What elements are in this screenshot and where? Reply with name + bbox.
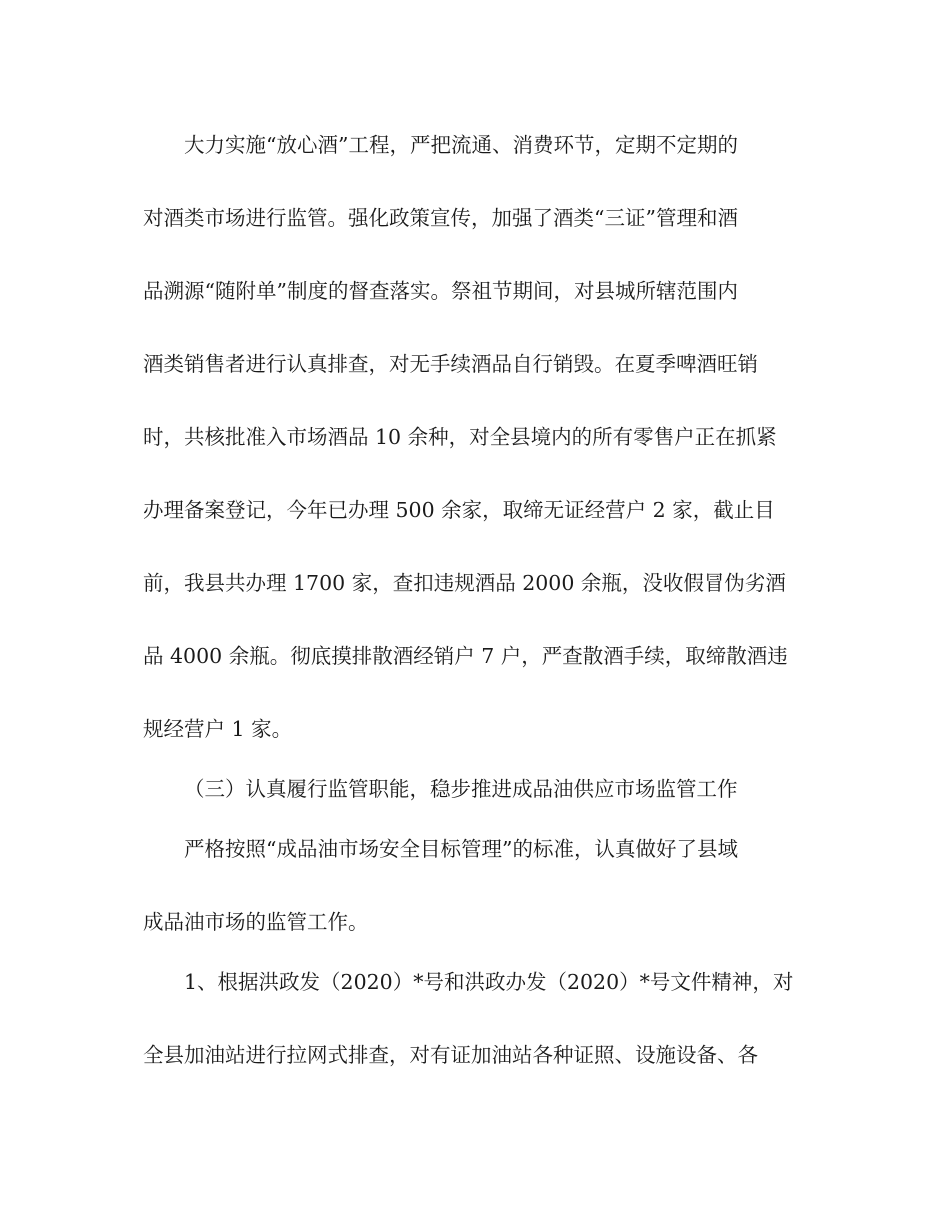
section-heading: （三）认真履行监管职能，稳步推进成品油供应市场监管工作 xyxy=(184,777,738,801)
paragraph-line: 全县加油站进行拉网式排查，对有证加油站各种证照、设施设备、各 xyxy=(143,1043,758,1067)
paragraph-line: 酒类销售者进行认真排查，对无手续酒品自行销毁。在夏季啤酒旺销 xyxy=(143,352,758,376)
paragraph-line: 时，共核批准入市场酒品 10 余种，对全县境内的所有零售户正在抓紧 xyxy=(143,425,777,449)
paragraph-line: 大力实施“放心酒”工程，严把流通、消费环节，定期不定期的 xyxy=(184,133,738,157)
paragraph-line: 前，我县共办理 1700 家，查扣违规酒品 2000 余瓶，没收假冒伪劣酒 xyxy=(143,571,786,595)
paragraph-line: 成品油市场的监管工作。 xyxy=(143,910,369,934)
paragraph-line: 品 4000 余瓶。彻底摸排散酒经销户 7 户，严查散酒手续，取缔散酒违 xyxy=(143,644,788,668)
paragraph-line: 规经营户 1 家。 xyxy=(143,717,293,741)
paragraph-line: 严格按照“成品油市场安全目标管理”的标准，认真做好了县域 xyxy=(184,837,738,861)
paragraph-line: 1、根据洪政发（2020）*号和洪政办发（2020）*号文件精神，对 xyxy=(184,970,794,994)
paragraph-line: 办理备案登记，今年已办理 500 余家，取缔无证经营户 2 家，截止目 xyxy=(143,498,775,522)
paragraph-line: 品溯源“随附单”制度的督查落实。祭祖节期间，对县城所辖范围内 xyxy=(143,279,738,303)
paragraph-line: 对酒类市场进行监管。强化政策宣传，加强了酒类“三证”管理和酒 xyxy=(143,206,738,230)
